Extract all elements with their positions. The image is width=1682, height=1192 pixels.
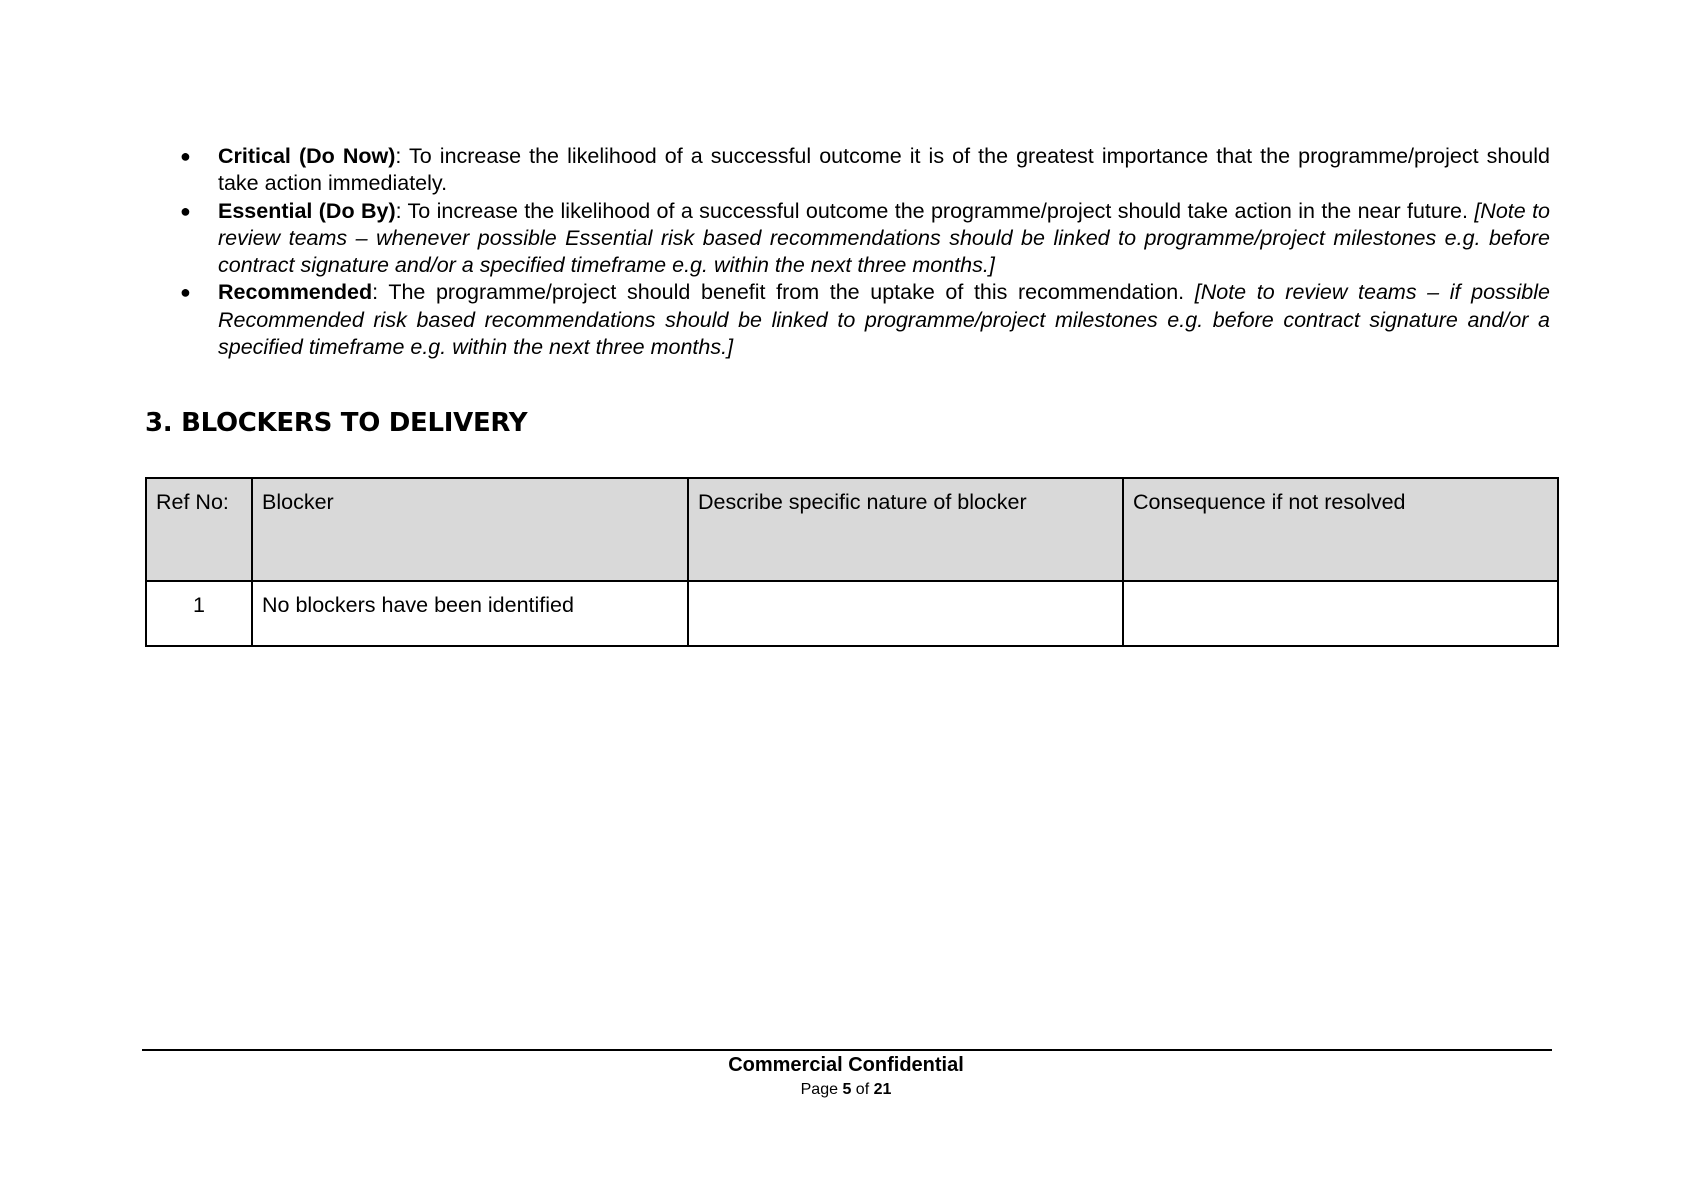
header-blocker: Blocker	[252, 478, 688, 581]
bullet-label: Essential (Do By)	[218, 198, 396, 223]
bullet-label: Critical (Do Now)	[218, 144, 396, 168]
recommendation-priority-list	[180, 143, 1550, 361]
header-ref-no: Ref No:	[146, 478, 252, 581]
bullet-text: : To increase the likelihood of a successful outcome the programme/project should take action in the near future.	[395, 198, 1475, 223]
bullet-icon: ●	[180, 200, 191, 221]
list-item	[180, 279, 1550, 361]
table-header-row	[146, 478, 1558, 581]
bullet-text: : The programme/project should benefit from the uptake of this recommendation.	[372, 280, 1195, 305]
list-item	[180, 143, 1550, 198]
cell-nature	[688, 581, 1123, 646]
footer-title: Commercial Confidential	[728, 1054, 964, 1076]
bullet-note: [Note to review teams – whenever possible Essential risk based recommendations should be linked to programme/project milestones e.g. before contract signature and/or a specified timeframe e.g. within the next three months.]	[218, 198, 1550, 278]
page-number	[0, 1081, 1682, 1099]
footer-divider	[142, 1049, 1552, 1051]
page-total: 21	[873, 1081, 892, 1098]
bullet-label: Recommended	[218, 280, 373, 305]
section-heading: 3. BLOCKERS TO DELIVERY	[145, 408, 528, 438]
cell-blocker: No blockers have been identified	[252, 581, 688, 646]
bullet-icon: ●	[180, 146, 191, 166]
bullet-text: : To increase the likelihood of a successful outcome it is of the greatest importance that the programme/project should take action immediately.	[218, 144, 1550, 196]
bullet-note: [Note to review teams – if possible Recommended risk based recommendations should be linked to programme/project milestones e.g. before contract signature and/or a specified timeframe e.g. within the next three months.]	[218, 280, 1550, 360]
blockers-table	[145, 477, 1559, 647]
page-current: 5	[842, 1081, 852, 1098]
page-separator: of	[851, 1081, 874, 1098]
header-nature: Describe specific nature of blocker	[688, 478, 1123, 581]
header-consequence: Consequence if not resolved	[1123, 478, 1558, 581]
page-prefix: Page	[800, 1081, 843, 1098]
cell-consequence	[1123, 581, 1558, 646]
table-row	[146, 581, 1558, 646]
list-item	[180, 198, 1550, 280]
bullet-icon: ●	[180, 282, 191, 303]
cell-ref-no: 1	[146, 581, 252, 646]
